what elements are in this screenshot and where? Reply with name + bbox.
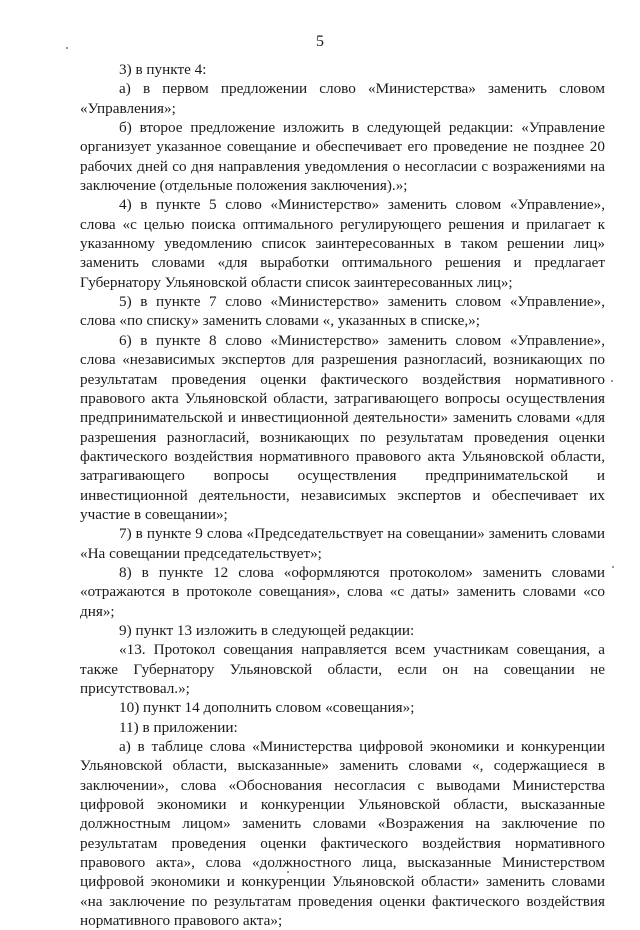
scan-speck: [287, 871, 289, 873]
paragraph-item-5: 5) в пункте 7 слово «Министерство» заменить словом «Управление», слова «по списку» заменить словами «, указанных в списке,»;: [80, 293, 605, 330]
paragraph-item-9: 9) пункт 13 изложить в следующей редакции:: [119, 621, 415, 639]
paragraph-subitem-a: а) в первом предложении слово «Министерства» заменить словом «Управления»;: [80, 80, 605, 117]
scan-speck: [66, 47, 68, 49]
paragraph-item-10: 10) пункт 14 дополнить словом «совещания»;: [119, 699, 415, 717]
paragraph-subitem-b: б) второе предложение изложить в следующей редакции: «Управление организует указанное совещание и обеспечивает его проведение не позднее 20 рабочих дней со дня направления уведомления о несогласии с возражениями на заключение (отдельные положения заключения).»;: [80, 119, 605, 195]
scan-speck: [612, 566, 614, 568]
page-number: 5: [316, 33, 324, 50]
paragraph-item-8: 8) в пункте 12 слова «оформляются протоколом» заменить словами «отражаются в протоколе совещания», слова «с даты» заменить словами «со дня»;: [80, 563, 605, 620]
paragraph-item-7: 7) в пункте 9 слова «Председательствует на совещании» заменить словами «На совещании председательствует»;: [80, 525, 605, 562]
scan-speck: [611, 380, 613, 382]
paragraph-item-11: 11) в приложении:: [119, 718, 238, 736]
paragraph-item-6: 6) в пункте 8 слово «Министерство» заменить словом «Управление», слова «независимых экспертов для разрешения разногласий, возникающих по результатам проведения оценки фактического воздействия нормативного правового акта Ульяновской области, затрагивающего вопросы осуществления предпринимательской и инвестиционной деятельности» заменить словами «для разрешения разногласий, возникающих по результатам проведения оценки фактического воздействия нормативного правового акта Ульяновской области, затрагивающего вопросы осуществления предпринимательской и инвестиционной деятельности, независимых экспертов и обеспечивает их участие в совещании»;: [80, 331, 605, 523]
document-body: [80, 60, 605, 930]
paragraph-subitem-a-appendix: а) в таблице слова «Министерства цифровой экономики и конкуренции Ульяновской области, высказанные» заменить словами «, содержащиеся в заключении», слова «Обоснования несогласия с выводами Министерства цифровой экономики и конкуренции Ульяновской области, высказанные должностным лицом» заменить словами «Возражения на заключение по результатам проведения оценки фактического воздействия нормативного правового акта», слова «должностного лица, высказанные Министерством цифровой экономики и конкуренции Ульяновской области» заменить словами «на заключение по результатам проведения оценки фактического воздействия нормативного правового акта»;: [80, 738, 605, 930]
paragraph-item-3: 3) в пункте 4:: [119, 61, 207, 78]
paragraph-quote-13: «13. Протокол совещания направляется всем участникам совещания, а также Губернатору Ульяновской области, если он на совещании не присутствовал.»;: [80, 641, 605, 697]
paragraph-item-4: 4) в пункте 5 слово «Министерство» заменить словом «Управление», слова «с целью поиска оптимального регулирующего решения и прилагает к указанному уведомлению список заинтересованных в таком решении лиц» заменить словами «для выработки оптимального решения и предлагает Губернатору Ульяновской области список заинтересованных лиц»;: [80, 196, 605, 291]
